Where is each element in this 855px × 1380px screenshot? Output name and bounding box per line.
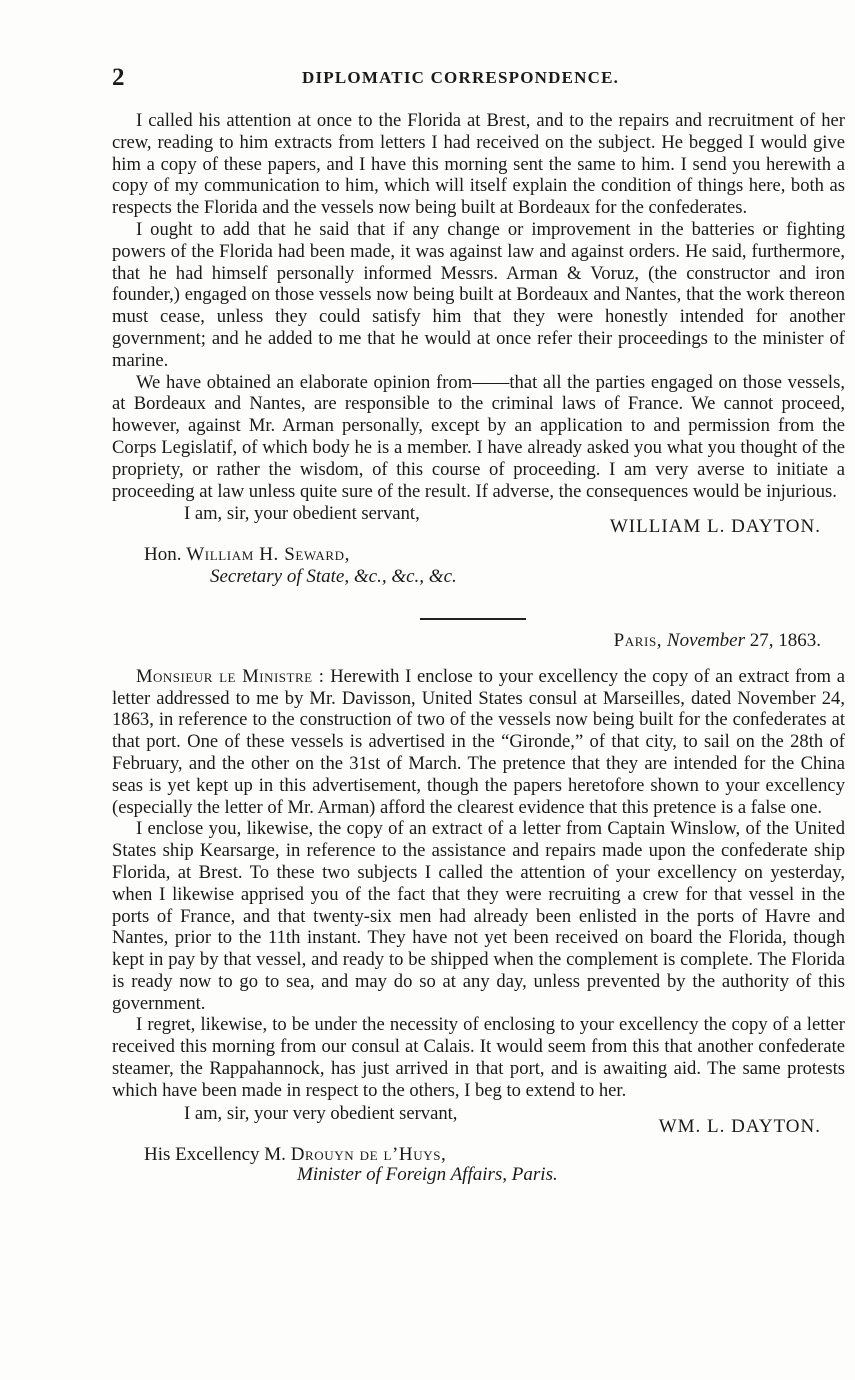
signature: WILLIAM L. DAYTON. <box>609 516 821 538</box>
first-paragraph-text: Herewith I enclose to your excellency the copy of an extract from a letter addressed to me by Mr. Davisson, United States consul at Marseilles, dated November 24, 1863, in reference to the construction of two of the vessels now being built for the confederates at that port. One of these vessels is advertised in the “Gironde,” of that city, to sail on the 28th of February, and the other on the 31st of March. The pretence that they are intended for the China seas is yet kept up in this advertisement, though the papers heretofore shown to your excellency (especially the letter of Mr. Arman) afford the clearest evidence that this pretence is a false one. <box>112 665 845 818</box>
signature: WM. L. DAYTON. <box>658 1115 821 1137</box>
body-paragraph: We have obtained an elaborate opinion from——that all the parties engaged on those vessels, at Bordeaux and Nantes, are responsible to the criminal laws of France. We cannot proceed, however, against Mr. Arman personally, except by an application to and permission from the Corps Legislatif, of which body he is a member. I have already asked you what you thought of the propriety, or rather the wisdom, of this course of proceeding. I am very averse to initiate a proceeding at law unless quite sure of the result. If adverse, the consequences would be injurious. <box>112 371 845 502</box>
body-paragraph: I regret, likewise, to be under the necessity of enclosing to your excellency the copy of a letter received this morning from our consul at Calais. It would seem from this that another confederate steamer, the Rappahannock, has just arrived in that port, and is awaiting aid. The same protests which have been made in respect to the others, I beg to extend to her. <box>112 1014 845 1101</box>
dateline-day-year: 27, 1863. <box>749 629 821 651</box>
letter-dayton-to-seward <box>112 110 845 588</box>
document-body <box>112 110 845 1186</box>
letter-dayton-to-drouyn <box>112 629 845 1186</box>
salutation: Monsieur le Ministre : <box>136 665 325 687</box>
addressee-prefix: Hon. <box>144 544 182 566</box>
closing-block <box>112 502 845 542</box>
section-divider <box>420 618 526 620</box>
addressee-name: Drouyn de l’Huys, <box>290 1143 447 1165</box>
addressee-prefix: His Excellency M. <box>144 1143 286 1165</box>
closing-block <box>112 1102 845 1142</box>
addressee-title: Secretary of State, &c., &c., &c. <box>210 566 457 588</box>
body-paragraph: I called his attention at once to the Florida at Brest, and to the repairs and recruitment of her crew, reading to him extracts from letters I had received on the subject. He begged I would give him a copy of these papers, and I have this morning sent the same to him. I send you herewith a copy of my communication to him, which will itself explain the condition of things here, both as respects the Florida and the vessels now being built at Bordeaux for the confederates. <box>112 110 845 219</box>
dateline <box>112 630 845 652</box>
page-header <box>112 64 843 94</box>
addressee-title: Minister of Foreign Affairs, Paris. <box>297 1164 558 1186</box>
body-paragraph <box>112 666 845 819</box>
addressee-name: William H. Seward, <box>186 544 350 566</box>
body-paragraph: I enclose you, likewise, the copy of an extract of a letter from Captain Winslow, of the United States ship Kearsarge, in reference to the assistance and repairs made upon the confederate ship Florida, at Brest. To these two subjects I called the attention of your excellency on yesterday, when I likewise apprised you of the fact that they were recruiting a crew for that vessel in the ports of France, and that twenty-six men had already been enlisted in the ports of Havre and Nantes, prior to the 11th instant. They have not yet been received on board the Florida, though kept in pay by that vessel, and ready to be shipped when the complement is complete. The Florida is ready now to go to sea, and may do so at any day, unless prevented by the authority of this government. <box>112 818 845 1014</box>
closing-line: I am, sir, your very obedient servant, <box>184 1102 458 1124</box>
page-number: 2 <box>112 64 125 91</box>
closing-line: I am, sir, your obedient servant, <box>184 503 420 525</box>
dateline-place: Paris, <box>613 629 663 651</box>
running-head: DIPLOMATIC CORRESPONDENCE. <box>302 68 620 87</box>
addressee <box>144 1144 845 1166</box>
addressee <box>144 544 845 566</box>
dateline-month: November <box>666 629 745 651</box>
body-paragraph: I ought to add that he said that if any change or improvement in the batteries or fighting powers of the Florida had been made, it was against law and against orders. He said, furthermore, that he had himself personally informed Messrs. Arman & Voruz, (the constructor and iron founder,) engaged on those vessels now being built at Bordeaux and Nantes, that the work thereon must cease, unless they could satisfy him that they were honestly intended for another government; and he added to me that he would at once refer their proceedings to the minister of marine. <box>112 218 845 371</box>
